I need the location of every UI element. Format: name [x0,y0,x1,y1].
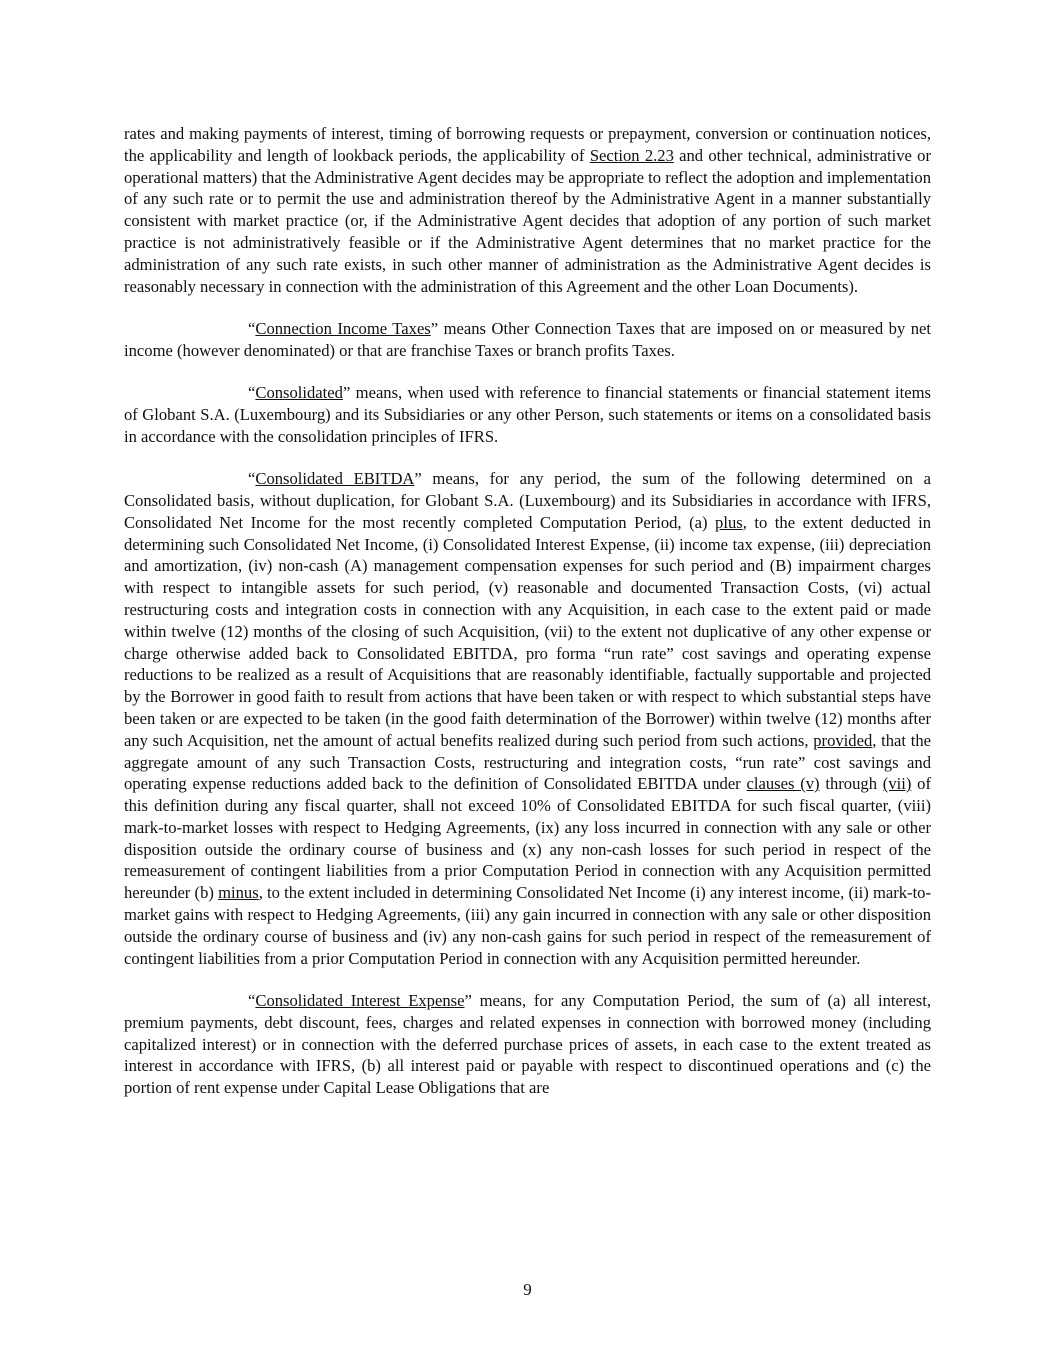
cross-reference-clause-vii: (vii) [882,774,912,794]
definition-consolidated-interest-expense [124,990,931,1099]
text-run: and other technical, administrative or operational matters) that the Administrative Agent decides may be appropriate to reflect the adoption and implementation of any such rate or to permit the use and administration thereof by the Administrative Agent in a manner substantially consistent with market practice (or, if the Administrative Agent decides that adoption of any portion of such market practice is not administratively feasible or if the Administrative Agent determines that no market practice for the administration of any such rate exists, in such other manner of administration as the Administrative Agent decides is reasonably necessary in connection with the administration of this Agreement and the other Loan Documents). [124,145,931,296]
page-number: 9 [523,1280,532,1299]
text-run: ” means, for any Computation Period, the sum of (a) all interest, premium payments, debt discount, fees, charges and related expenses in connection with borrowed money (including capitalized interest) or in connection with the deferred purchase prices of assets, in each case to the extent treated as interest in accordance with IFRS, (b) all interest paid or payable with respect to discontinued operations and (c) the portion of rent expense under Capital Lease Obligations that are [124,991,931,1098]
defined-term: Connection Income Taxes [255,318,431,338]
text-run: “ [248,383,256,403]
text-run: ” means Other Connection Taxes that are imposed on or measured by net income (however denominated) or that are franchise Taxes or branch profits Taxes. [124,318,931,360]
emphasis-plus: plus [715,512,743,532]
text-run: “ [248,318,256,338]
text-run: ” means, when used with reference to financial statements or financial statement items of Globant S.A. (Luxembourg) and its Subsidiaries or any other Person, such statements or items on a consolidated basis in accordance with the consolidation principles of IFRS. [124,383,931,446]
document-body [124,123,931,1120]
definition-consolidated [124,382,931,447]
text-run: , to the extent included in determining Consolidated Net Income (i) any interest income, (ii) mark-to-market gains with respect to Hedging Agreements, (iii) any gain incurred in connection with any sale or other disposition outside the ordinary course of business and (iv) any non-cash gains for such period in respect of the remeasurement of contingent liabilities from a prior Computation Period in connection with any Acquisition permitted hereunder. [124,883,932,968]
text-run: through [819,774,883,794]
emphasis-provided: provided [813,730,873,750]
defined-term: Consolidated [255,383,343,403]
definition-connection-income-taxes [124,318,931,362]
paragraph-lookback-continuation [124,123,931,297]
text-run: “ [248,991,256,1011]
defined-term: Consolidated EBITDA [255,469,415,489]
emphasis-minus: minus [218,883,259,903]
text-run: , to the extent deducted in determining such Consolidated Net Income, (i) Consolidated Interest Expense, (ii) income tax expense, (iii) depreciation and amortization, (iv) non-cash (A) management compensation expenses for such period and (B) impairment charges with respect to intangible assets for such period, (v) reasonable and documented Transaction Costs, (vi) actual restructuring costs and integration costs in connection with any Acquisition, in each case to the extent paid or made within twelve (12) months of the closing of such Acquisition, (vii) to the extent not duplicative of any other expense or charge otherwise added back to Consolidated EBITDA, pro forma “run rate” cost savings and operating expense reductions to be realized as a result of Acquisitions that are reasonably identifiable, factually supportable and projected by the Borrower in good faith to result from actions that have been taken or with respect to which substantial steps have been taken or are expected to be taken (in the good faith determination of the Borrower) within twelve (12) months after any such Acquisition, net the amount of actual benefits realized during such period from such actions, [124,512,931,750]
definition-consolidated-ebitda [124,468,931,969]
text-run: , that the aggregate amount of any such Transaction Costs, restructuring and integration costs, “run rate” cost savings and operating expense reductions added back to the definition of Consolidated EBITDA under [124,730,931,794]
text-run: of this definition during any fiscal quarter, shall not exceed 10% of Consolidated EBITDA for such fiscal quarter, (viii) mark-to-market losses with respect to Hedging Agreements, (ix) any loss incurred in connection with any sale or other disposition outside the ordinary course of business and (x) any non-cash losses for such period in respect of the remeasurement of contingent liabilities from a prior Computation Period in connection with any Acquisition permitted hereunder (b) [124,774,931,903]
text-run: “ [248,469,256,489]
cross-reference-clauses-v: clauses (v) [746,774,820,794]
cross-reference-section-2-23: Section 2.23 [589,145,674,165]
text-run: ” means, for any period, the sum of the following determined on a Consolidated basis, without duplication, for Globant S.A. (Luxembourg) and its Subsidiaries in accordance with IFRS, Consolidated Net Income for the most recently completed Computation Period, (a) [124,469,931,532]
text-run: rates and making payments of interest, timing of borrowing requests or prepayment, conversion or continuation notices, the applicability and length of lookback periods, the applicability of [124,124,931,165]
defined-term: Consolidated Interest Expense [255,991,465,1011]
